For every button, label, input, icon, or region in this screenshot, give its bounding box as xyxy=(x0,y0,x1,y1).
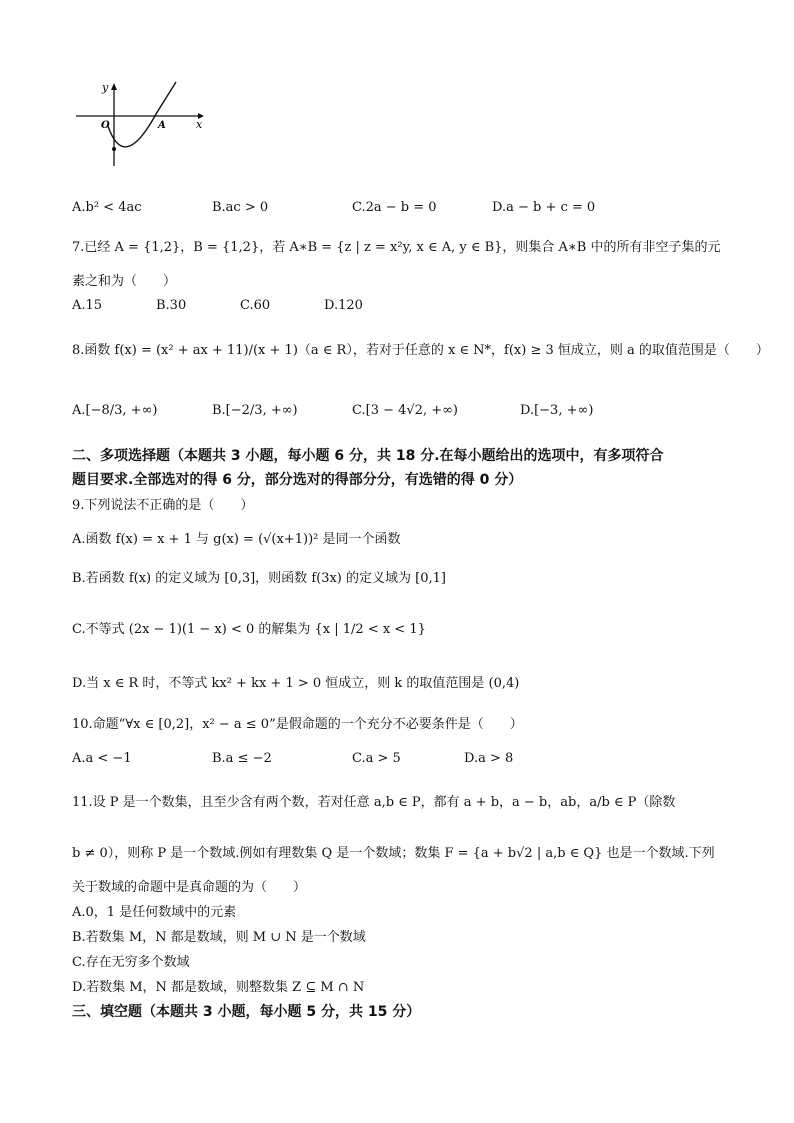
x-axis-label: x xyxy=(196,118,203,131)
q11-option-a: A.0，1 是任何数域中的元素 xyxy=(72,905,237,920)
y-axis-arrow xyxy=(111,83,117,90)
origin-label: O xyxy=(101,120,110,131)
q11-stem-line1: 11.设 P 是一个数集，且至少含有两个数，若对任意 a,b ∈ P，都有 a + b，a − b，ab，a/b ∈ P（除数 xyxy=(72,795,676,810)
point-a-label: A xyxy=(158,120,166,131)
q7-stem-line1: 7.已经 A = {1,2}，B = {1,2}，若 A∗B = {z | z = x²y, x ∈ A, y ∈ B}，则集合 A∗B 中的所有非空子集的元 xyxy=(72,240,721,255)
q9-option-a: A.函数 f(x) = x + 1 与 g(x) = (√(x+1))² 是同一个函数 xyxy=(72,532,401,547)
q11-option-c: C.存在无穷多个数域 xyxy=(72,955,190,970)
parabola-curve xyxy=(108,82,176,147)
y-intercept-point xyxy=(112,147,116,151)
q7-stem-line2: 素之和为（ ） xyxy=(72,274,177,289)
q8-option-c: C.[3 − 4√2, +∞) xyxy=(352,403,458,418)
q10-stem: 10.命题“∀x ∈ [0,2]，x² − a ≤ 0”是假命题的一个充分不必要条件是（ ） xyxy=(72,717,523,732)
q11-stem-line2: b ≠ 0），则称 P 是一个数域.例如有理数集 Q 是一个数域；数集 F = {a + b√2 | a,b ∈ Q} 也是一个数域.下列 xyxy=(72,846,715,861)
q9-option-c: C.不等式 (2x − 1)(1 − x) < 0 的解集为 {x | 1/2 < x < 1} xyxy=(72,622,426,637)
q7-option-a: A.15 xyxy=(72,298,103,313)
q6-option-b: B.ac > 0 xyxy=(212,200,269,215)
q9-option-d: D.当 x ∈ R 时，不等式 kx² + kx + 1 > 0 恒成立，则 k 的取值范围是 (0,4) xyxy=(72,676,520,691)
q11-option-d: D.若数集 M，N 都是数域，则整数集 Z ⊆ M ∩ N xyxy=(72,980,365,995)
q7-option-d: D.120 xyxy=(324,298,363,313)
q7-option-c: C.60 xyxy=(240,298,271,313)
section2-heading-line2: 题目要求.全部选对的得 6 分，部分选对的得部分分，有选错的得 0 分） xyxy=(72,472,523,488)
y-axis-label: y xyxy=(102,81,109,94)
q8-option-a: A.[−8/3, +∞) xyxy=(72,403,158,418)
q6-option-c: C.2a − b = 0 xyxy=(352,200,437,215)
section2-heading-line1: 二、多项选择题（本题共 3 小题，每小题 6 分，共 18 分.在每小题给出的选项中，有多项符合 xyxy=(72,448,664,464)
q7-option-b: B.30 xyxy=(156,298,187,313)
q8-option-d: D.[−3, +∞) xyxy=(520,403,594,418)
q9-stem: 9.下列说法不正确的是（ ） xyxy=(72,498,254,513)
q9-option-b: B.若函数 f(x) 的定义域为 [0,3]，则函数 f(3x) 的定义域为 [0,1] xyxy=(72,571,446,586)
q10-option-b: B.a ≤ −2 xyxy=(212,751,272,766)
q11-stem-line3: 关于数域的命题中是真命题的为（ ） xyxy=(72,880,307,895)
q10-option-a: A.a < −1 xyxy=(72,751,132,766)
q10-option-c: C.a > 5 xyxy=(352,751,401,766)
q8-stem: 8.函数 f(x) = (x² + ax + 11)/(x + 1)（a ∈ R），若对于任意的 x ∈ N*，f(x) ≥ 3 恒成立，则 a 的取值范围是（ ） xyxy=(72,343,769,358)
q11-option-b: B.若数集 M，N 都是数域，则 M ∪ N 是一个数域 xyxy=(72,930,366,945)
q6-option-d: D.a − b + c = 0 xyxy=(492,200,596,215)
parabola-graph xyxy=(72,78,212,168)
section3-heading: 三、填空题（本题共 3 小题，每小题 5 分，共 15 分） xyxy=(72,1004,421,1020)
q8-option-b: B.[−2/3, +∞) xyxy=(212,403,298,418)
q6-option-a: A.b² < 4ac xyxy=(72,200,142,215)
q10-option-d: D.a > 8 xyxy=(464,751,514,766)
